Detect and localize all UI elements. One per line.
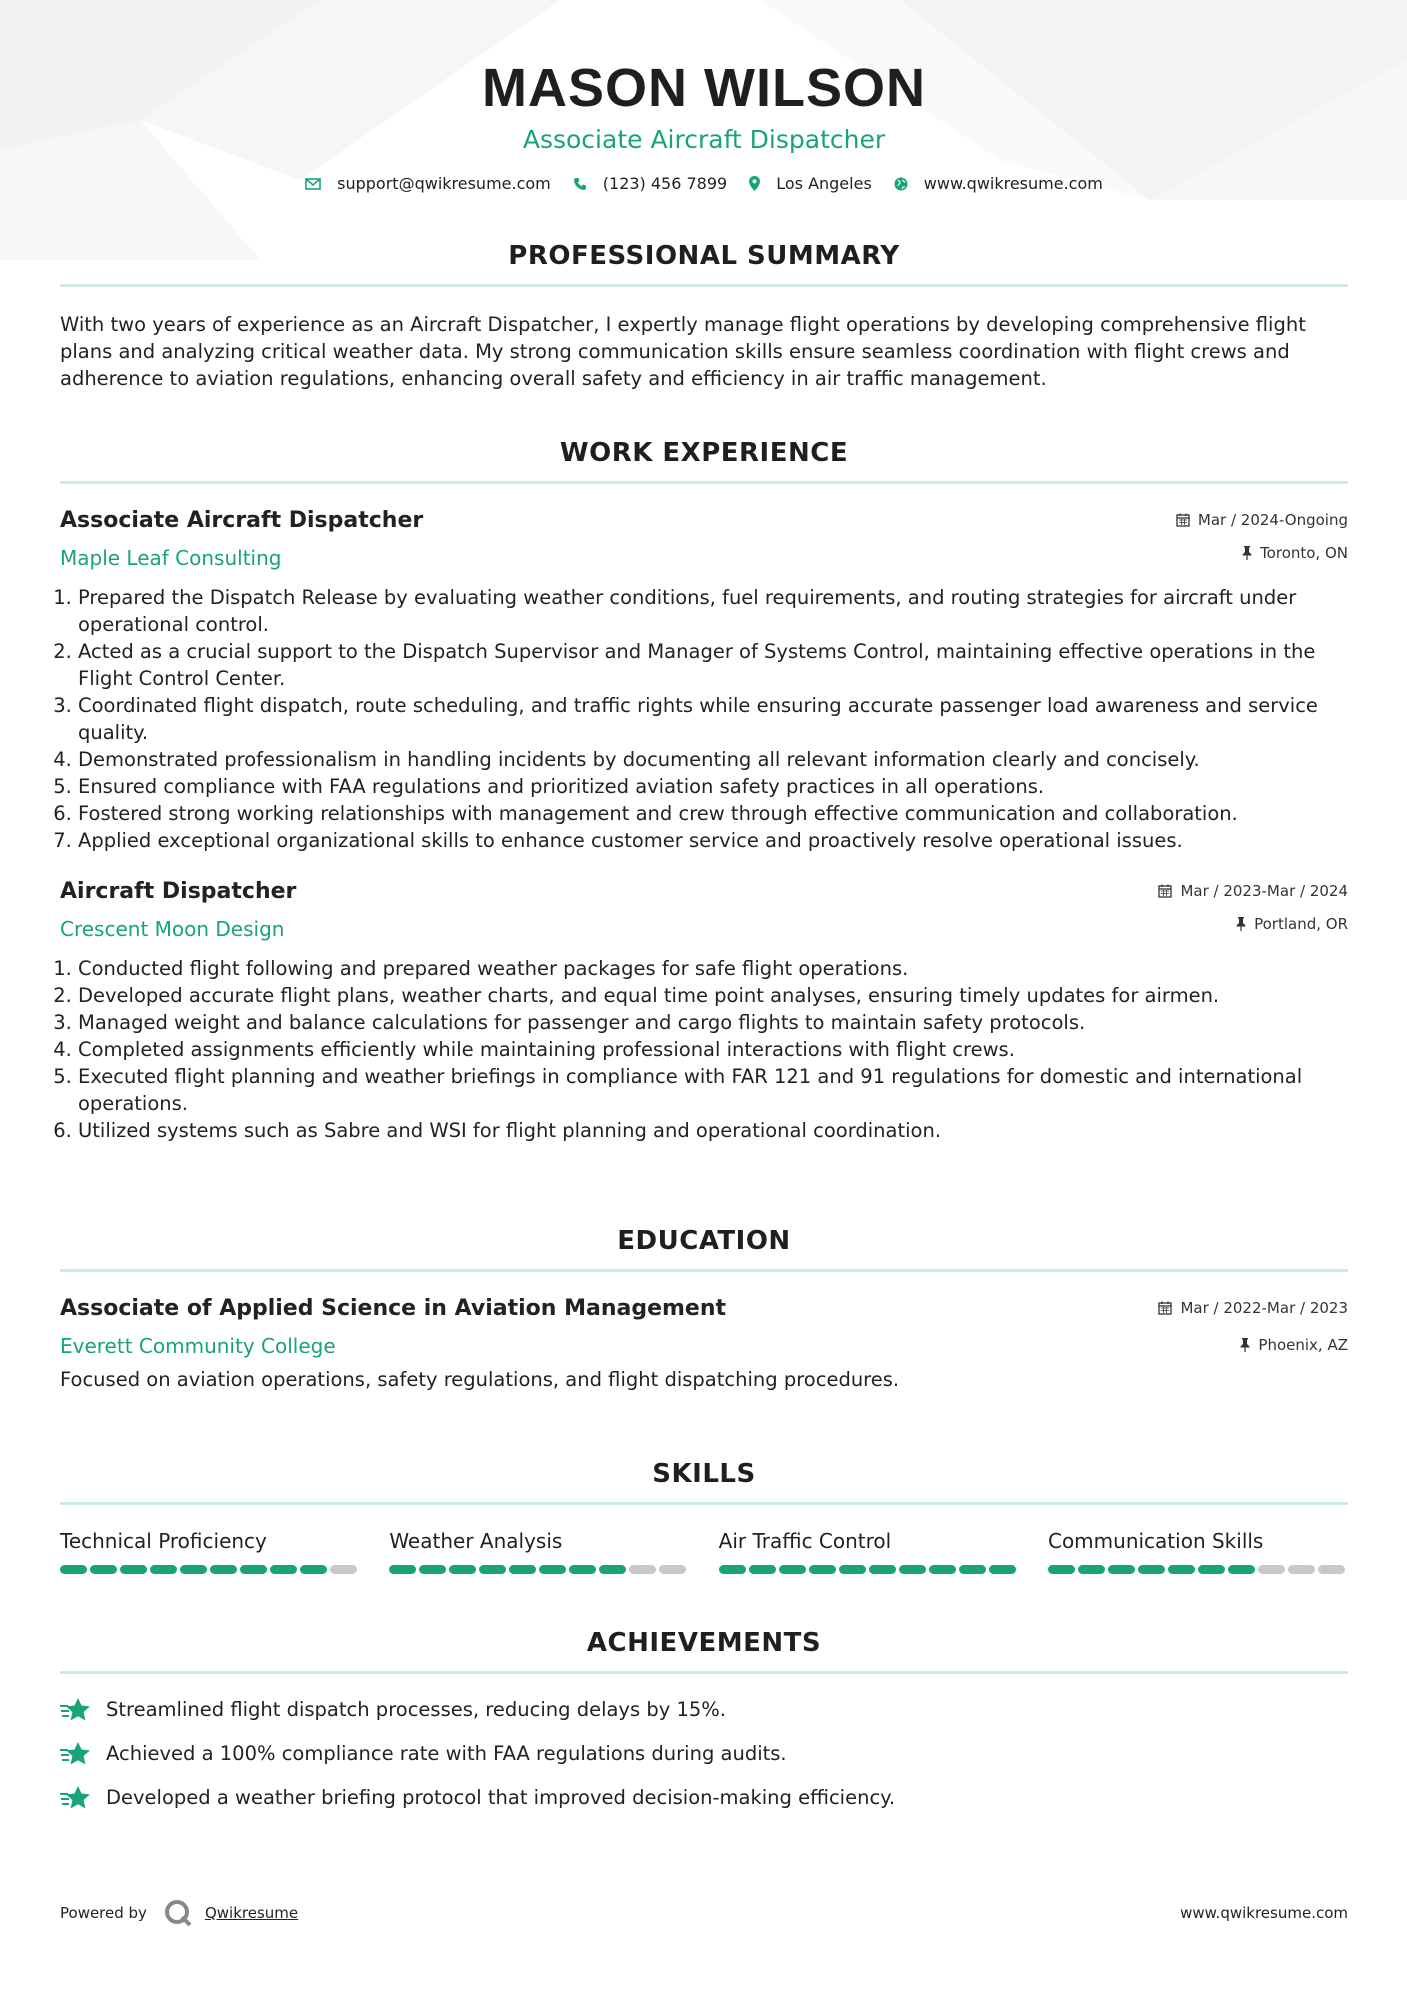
skill-dot-filled — [1078, 1565, 1105, 1574]
section-heading-achievements: ACHIEVEMENTS — [586, 1628, 822, 1658]
location-text: Los Angeles — [776, 174, 872, 193]
globe-icon — [894, 177, 908, 191]
job-dates — [1158, 880, 1348, 902]
qwikresume-logo-icon — [163, 1898, 193, 1928]
skill-dot-filled — [240, 1565, 267, 1574]
skill-item — [1048, 1527, 1348, 1574]
job-location — [1158, 913, 1348, 935]
education-dates-text: Mar / 2022-Mar / 2023 — [1180, 1299, 1348, 1317]
skill-dot-empty — [1288, 1565, 1315, 1574]
skill-item — [719, 1527, 1019, 1574]
skill-dot-filled — [899, 1565, 926, 1574]
calendar-icon — [1176, 513, 1190, 527]
achievement-text: Developed a weather briefing protocol that improved decision-making efficiency. — [106, 1786, 896, 1809]
education-entry — [60, 1294, 1348, 1393]
education-dates — [1158, 1297, 1348, 1319]
job-company: Crescent Moon Design — [60, 917, 285, 941]
skill-dot-filled — [749, 1565, 776, 1574]
job-location — [1176, 542, 1348, 564]
achievements-list — [60, 1696, 1348, 1811]
skill-dot-filled — [210, 1565, 237, 1574]
section-divider — [60, 1671, 1348, 1674]
skill-dot-empty — [629, 1565, 656, 1574]
skill-rating — [719, 1565, 1019, 1574]
skill-rating — [1048, 1565, 1348, 1574]
section-divider — [60, 1502, 1348, 1505]
education-description: Focused on aviation operations, safety regulations, and flight dispatching procedures. — [60, 1368, 900, 1391]
calendar-icon — [1158, 1301, 1172, 1315]
skill-dot-filled — [270, 1565, 297, 1574]
skill-dot-filled — [449, 1565, 476, 1574]
skill-rating — [389, 1565, 689, 1574]
section-divider — [60, 481, 1348, 484]
section-heading-summary: PROFESSIONAL SUMMARY — [508, 241, 900, 271]
skill-dot-empty — [330, 1565, 357, 1574]
job-bullet: 2. Acted as a crucial support to the Dispatch Supervisor and Manager of Systems Control, maintaining effective operations in the Flight Control Center. — [78, 638, 1348, 692]
skill-dot-filled — [479, 1565, 506, 1574]
star-badge-icon — [60, 1697, 92, 1723]
achievement-text: Achieved a 100% compliance rate with FAA regulations during audits. — [106, 1742, 787, 1765]
contact-email[interactable] — [305, 174, 551, 193]
star-badge-icon — [60, 1741, 92, 1767]
education-location-text: Phoenix, AZ — [1258, 1336, 1348, 1354]
job-bullet: 6. Fostered strong working relationships with management and crew through effective communication and collaboration. — [78, 800, 1348, 827]
skill-dot-filled — [929, 1565, 956, 1574]
skill-name: Air Traffic Control — [718, 1529, 892, 1553]
website-text: www.qwikresume.com — [923, 174, 1103, 193]
skill-dot-filled — [779, 1565, 806, 1574]
contact-bar — [60, 174, 1348, 193]
skill-dot-filled — [989, 1565, 1016, 1574]
skill-dot-filled — [90, 1565, 117, 1574]
skill-name: Technical Proficiency — [60, 1529, 267, 1553]
skill-dot-filled — [539, 1565, 566, 1574]
page-footer — [60, 1898, 1348, 1928]
qwikresume-link[interactable]: Qwikresume — [204, 1904, 299, 1922]
skill-dot-empty — [1318, 1565, 1345, 1574]
job-bullet: 4. Completed assignments efficiently while maintaining professional interactions with flight crews. — [78, 1036, 1348, 1063]
section-divider — [60, 1269, 1348, 1272]
job-bullet: 1. Prepared the Dispatch Release by evaluating weather conditions, fuel requirements, and routing strategies for aircraft under operational control. — [78, 584, 1348, 638]
skill-dot-filled — [60, 1565, 87, 1574]
calendar-icon — [1158, 884, 1172, 898]
job-bullet: 3. Managed weight and balance calculations for passenger and cargo flights to maintain safety protocols. — [78, 1009, 1348, 1036]
skill-item — [389, 1527, 689, 1574]
job-bullets — [60, 955, 1348, 1144]
achievement-item — [60, 1740, 1348, 1767]
job-company: Maple Leaf Consulting — [60, 546, 282, 570]
skill-item — [60, 1527, 360, 1574]
skill-dot-empty — [659, 1565, 686, 1574]
skill-dot-filled — [300, 1565, 327, 1574]
achievement-item — [60, 1696, 1348, 1723]
skill-dot-filled — [869, 1565, 896, 1574]
skill-name: Weather Analysis — [389, 1529, 563, 1553]
skill-dot-filled — [1108, 1565, 1135, 1574]
job-title: Aircraft Dispatcher — [60, 879, 297, 904]
powered-by-label: Powered by — [60, 1904, 147, 1922]
candidate-title: Associate Aircraft Dispatcher — [522, 125, 886, 154]
phone-icon — [573, 177, 587, 191]
skill-dot-filled — [150, 1565, 177, 1574]
resume-header — [60, 0, 1348, 193]
contact-location — [749, 174, 872, 193]
job-location-text: Portland, OR — [1254, 915, 1348, 933]
skill-dot-filled — [839, 1565, 866, 1574]
achievements-section — [60, 1627, 1348, 1828]
footer-website[interactable]: www.qwikresume.com — [1180, 1904, 1348, 1922]
section-heading-education: EDUCATION — [617, 1226, 791, 1256]
skill-dot-filled — [569, 1565, 596, 1574]
job-dates-text: Mar / 2023-Mar / 2024 — [1180, 882, 1348, 900]
job-bullets — [60, 584, 1348, 854]
candidate-name: MASON WILSON — [482, 58, 926, 118]
education-degree: Associate of Applied Science in Aviation Management — [60, 1296, 727, 1321]
achievement-item — [60, 1784, 1348, 1811]
skill-dot-filled — [1138, 1565, 1165, 1574]
thumbtack-icon — [1236, 917, 1246, 931]
skill-dot-filled — [1228, 1565, 1255, 1574]
skill-dot-filled — [180, 1565, 207, 1574]
job-entry — [60, 877, 1348, 1144]
map-marker-icon — [749, 176, 760, 191]
summary-text: With two years of experience as an Aircraft Dispatcher, I expertly manage flight operations by developing comprehensive flight plans and analyzing critical weather data. My strong communication skills ensure seamless coordination with flight crews and adherence to aviation regulations, enhancing overall safety and efficiency in air traffic management. — [60, 313, 1306, 390]
section-heading-experience: WORK EXPERIENCE — [559, 438, 849, 468]
job-dates — [1176, 509, 1348, 531]
skill-dot-filled — [809, 1565, 836, 1574]
job-bullet: 5. Ensured compliance with FAA regulations and prioritized aviation safety practices in all operations. — [78, 773, 1348, 800]
job-bullet: 6. Utilized systems such as Sabre and WSI for flight planning and operational coordination. — [78, 1117, 1348, 1144]
skill-dot-filled — [959, 1565, 986, 1574]
job-bullet: 7. Applied exceptional organizational skills to enhance customer service and proactively resolve operational issues. — [78, 827, 1348, 854]
contact-phone[interactable] — [573, 174, 727, 193]
skills-list — [60, 1527, 1348, 1574]
achievement-text: Streamlined flight dispatch processes, reducing delays by 15%. — [106, 1698, 726, 1721]
powered-by — [60, 1898, 298, 1928]
skill-dot-filled — [120, 1565, 147, 1574]
job-dates-text: Mar / 2024-Ongoing — [1197, 511, 1348, 529]
skills-section — [60, 1458, 1348, 1574]
job-location-text: Toronto, ON — [1260, 544, 1348, 562]
skill-dot-filled — [389, 1565, 416, 1574]
job-title: Associate Aircraft Dispatcher — [60, 508, 424, 533]
skill-dot-empty — [1258, 1565, 1285, 1574]
skill-dot-filled — [1048, 1565, 1075, 1574]
job-meta — [1158, 880, 1348, 935]
thumbtack-icon — [1240, 1338, 1250, 1352]
contact-website[interactable] — [894, 174, 1103, 193]
education-section — [60, 1225, 1348, 1393]
thumbtack-icon — [1242, 546, 1252, 560]
skill-dot-filled — [509, 1565, 536, 1574]
education-school: Everett Community College — [60, 1334, 336, 1358]
job-entry — [60, 506, 1348, 854]
skill-dot-filled — [1168, 1565, 1195, 1574]
summary-section — [60, 240, 1348, 392]
section-heading-skills: SKILLS — [652, 1459, 756, 1489]
star-badge-icon — [60, 1785, 92, 1811]
skill-name: Communication Skills — [1047, 1529, 1264, 1553]
section-divider — [60, 284, 1348, 287]
skill-dot-filled — [719, 1565, 746, 1574]
experience-section — [60, 437, 1348, 1144]
job-meta — [1176, 509, 1348, 564]
phone-text: (123) 456 7899 — [602, 174, 728, 193]
job-bullet: 4. Demonstrated professionalism in handling incidents by documenting all relevant information clearly and concisely. — [78, 746, 1348, 773]
education-location — [1158, 1334, 1348, 1356]
job-bullet: 1. Conducted flight following and prepared weather packages for safe flight operations. — [78, 955, 1348, 982]
job-bullet: 2. Developed accurate flight plans, weather charts, and equal time point analyses, ensuring timely updates for airmen. — [78, 982, 1348, 1009]
education-meta — [1158, 1297, 1348, 1356]
email-text: support@qwikresume.com — [337, 174, 551, 193]
skill-dot-filled — [1198, 1565, 1225, 1574]
skill-rating — [60, 1565, 360, 1574]
job-bullet: 5. Executed flight planning and weather briefings in compliance with FAR 121 and 91 regulations for domestic and international operations. — [78, 1063, 1348, 1117]
skill-dot-filled — [599, 1565, 626, 1574]
skill-dot-filled — [419, 1565, 446, 1574]
envelope-icon — [305, 178, 321, 190]
job-bullet: 3. Coordinated flight dispatch, route scheduling, and traffic rights while ensuring accurate passenger load awareness and service quality. — [78, 692, 1348, 746]
